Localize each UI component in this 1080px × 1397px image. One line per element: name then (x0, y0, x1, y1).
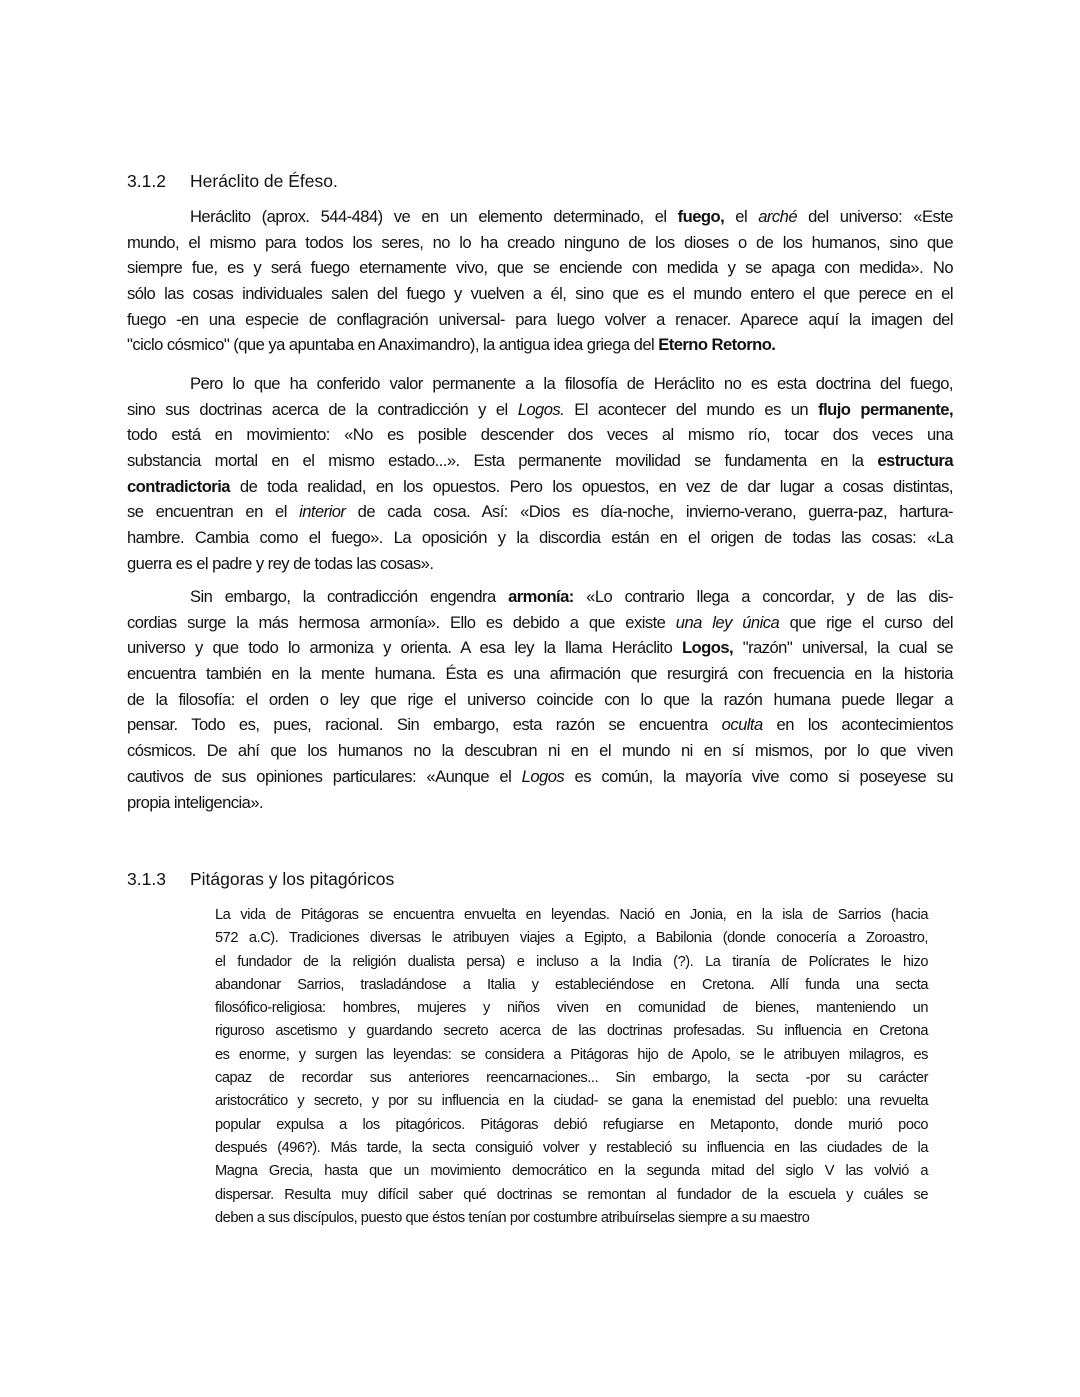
text-run: aristocrático y secreto, y por su influencia en la ciudad- se gana la enemistad del pueblo: una revuelta (215, 1093, 928, 1110)
italic-text: oculta (721, 715, 763, 735)
text-line (127, 474, 953, 500)
text-line (215, 951, 928, 974)
text-run: capaz de recordar sus anteriores reencarnaciones... Sin embargo, la secta -por su carácter (215, 1070, 928, 1087)
bold-text: fuego, (677, 207, 725, 226)
section-number: 3.1.2 (127, 171, 166, 191)
bold-text: flujo permanente, (818, 399, 954, 419)
text-run: el (724, 207, 759, 226)
text-line (127, 610, 953, 636)
text-run: mundo, el mismo para todos los seres, no lo ha creado ninguno de los dioses o de los humanos, sino que (127, 232, 953, 252)
text-run: La vida de Pitágoras se encuentra envuelta en leyendas. Nació en Jonia, en la isla de Sarrios (hacia (215, 907, 928, 923)
text-line (215, 904, 928, 927)
text-run: que rige el curso del (779, 612, 953, 632)
text-run: cautivos de sus opiniones particulares: «Aunque el (127, 766, 522, 786)
text-run: el fundador de la religión dualista persa) e incluso a la India (?). La tiranía de Polícrates le hizo (215, 953, 928, 970)
text-line (127, 635, 953, 661)
text-run: riguroso ascetismo y guardando secreto acerca de las doctrinas profesadas. Su influencia en Cretona (215, 1023, 928, 1040)
bold-text: estructura (877, 451, 953, 471)
text-run: en los acontecimientos (762, 715, 953, 735)
text-line (215, 997, 928, 1020)
text-line (215, 927, 928, 950)
text-run: «Lo contrario llega a concordar, y de las dis- (573, 587, 953, 606)
text-line (127, 230, 953, 256)
paragraph-heraclito-fuego (127, 204, 953, 358)
text-line (215, 1160, 928, 1183)
bold-text: armonía: (508, 587, 574, 606)
section-title: Heráclito de Éfeso. (190, 171, 338, 191)
text-run: es común, la mayoría vive como si poseyese su (564, 766, 953, 786)
text-run: 572 a.C). Tradiciones diversas le atribuyen viajes a Egipto, a Babilonia (donde conocería a Zoroastro, (215, 930, 928, 947)
text-line (127, 764, 953, 790)
text-run: substancia mortal en el mismo estado...». Esta permanente movilidad se fundamenta en la (127, 451, 878, 471)
text-run: abandonar Sarrios, trasladándose a Italia y estableciéndose en Cretona. Allí funda una secta (215, 976, 928, 993)
text-run: cósmicos. De ahí que los humanos no la descubran ni en el mundo ni en sí mismos, por lo que viven (127, 741, 953, 761)
text-line (127, 661, 953, 687)
text-line (127, 307, 953, 333)
text-run: después (496?). Más tarde, la secta consiguió volver y restableció su influencia en las ciudades de la (215, 1139, 928, 1156)
text-run: El acontecer del mundo es un (564, 399, 819, 419)
text-run: "ciclo cósmico" (que ya apuntaba en Anaximandro), la antigua idea griega del (127, 335, 659, 355)
text-line (215, 1020, 928, 1043)
text-run: filosófico-religiosa: hombres, mujeres y niños viven en comunidad de bienes, manteniendo un (215, 1000, 928, 1017)
text-run: universo y que todo lo armoniza y orienta. A esa ley la llama Heráclito (127, 638, 682, 658)
text-run: dispersar. Resulta muy difícil saber qué doctrinas se remontan al fundador de la escuela y cuáles se (215, 1186, 928, 1203)
text-run: popular expulsa a los pitagóricos. Pitágoras debió refugiarse en Metaponto, donde murió poco (215, 1116, 928, 1133)
text-line (127, 422, 953, 448)
text-line (127, 525, 953, 551)
text-line (215, 1184, 928, 1207)
text-run: Magna Grecia, hasta que un movimiento democrático en la segunda mitad del siglo V las volvió a (215, 1163, 928, 1180)
paragraph-pitagoras-vida (215, 904, 928, 1230)
text-line (127, 204, 953, 230)
text-run: todo está en movimiento: «No es posible descender dos veces al mismo río, tocar dos veces una (127, 425, 953, 445)
text-line (215, 1067, 928, 1090)
italic-text: una ley única (675, 612, 780, 632)
text-line (215, 974, 928, 997)
text-line (215, 1207, 928, 1230)
text-run: sino sus doctrinas acerca de la contradicción y el (127, 399, 518, 419)
text-run: del universo: «Este (797, 207, 953, 226)
text-line (127, 397, 953, 423)
text-run: cordias surge la más hermosa armonía». Ello es debido a que existe (127, 612, 676, 632)
text-line (127, 332, 953, 358)
text-line (127, 551, 953, 577)
text-run: Heráclito (aprox. 544-484) ve en un elemento determinado, el (190, 207, 678, 226)
section-heading-3-1-2 (127, 171, 338, 192)
italic-text: Logos (521, 766, 565, 786)
text-line (127, 584, 953, 610)
text-run: sólo las cosas individuales salen del fuego y vuelven a él, sino que es el mundo entero el que perece en el (127, 284, 953, 304)
italic-text: interior (299, 502, 346, 522)
text-line (127, 255, 953, 281)
italic-text: Logos. (517, 399, 565, 419)
section-heading-3-1-3 (127, 869, 394, 890)
text-run: propia inteligencia». (127, 792, 264, 812)
text-run: es enorme, y surgen las leyendas: se considera a Pitágoras hijo de Apolo, se le atribuyen milagros, es (215, 1046, 928, 1063)
paragraph-heraclito-armonia (127, 584, 953, 815)
text-run: pensar. Todo es, pues, racional. Sin embargo, esta razón se encuentra (127, 715, 722, 735)
bold-text: contradictoria (127, 476, 230, 496)
text-line (127, 281, 953, 307)
text-line (127, 687, 953, 713)
bold-text: Eterno Retorno. (658, 335, 776, 355)
text-line (215, 1044, 928, 1067)
text-run: de la filosofía: el orden o ley que rige el universo coincide con lo que la razón humana puede llegar a (127, 689, 953, 709)
text-run: Sin embargo, la contradicción engendra (190, 587, 509, 606)
section-title: Pitágoras y los pitagóricos (190, 869, 395, 889)
text-line (127, 738, 953, 764)
text-line (127, 790, 953, 816)
text-run: "razón" universal, la cual se (733, 638, 954, 658)
text-line (215, 1090, 928, 1113)
section-number: 3.1.3 (127, 869, 166, 889)
text-line (127, 371, 953, 397)
text-run: Pero lo que ha conferido valor permanente a la filosofía de Heráclito no es esta doctrina del fuego, (190, 374, 953, 393)
italic-text: arché (758, 207, 798, 226)
text-run: de cada cosa. Así: «Dios es día-noche, invierno-verano, guerra-paz, hartura- (345, 502, 953, 522)
text-run: de toda realidad, en los opuestos. Pero los opuestos, en vez de dar lugar a cosas distintas, (229, 476, 953, 496)
text-line (215, 1114, 928, 1137)
text-line (127, 448, 953, 474)
text-line (215, 1137, 928, 1160)
text-run: guerra es el padre y rey de todas las cosas». (127, 553, 434, 573)
paragraph-heraclito-logos (127, 371, 953, 577)
text-run: hambre. Cambia como el fuego». La oposición y la discordia están en el origen de todas las cosas: «La (127, 528, 953, 548)
text-line (127, 712, 953, 738)
text-run: siempre fue, es y será fuego eternamente vivo, que se enciende con medida y se apaga con medida». No (127, 258, 953, 278)
text-run: fuego -en una especie de conflagración universal- para luego volver a renacer. Aparece aquí la imagen del (127, 309, 953, 329)
text-run: se encuentran en el (127, 502, 300, 522)
text-run: deben a sus discípulos, puesto que éstos tenían por costumbre atribuírselas siempre a su maestro (215, 1209, 810, 1226)
bold-text: Logos, (681, 638, 734, 658)
text-run: encuentra también en la mente humana. Ésta es una afirmación que resurgirá con frecuencia en la historia (127, 664, 953, 684)
text-line (127, 499, 953, 525)
